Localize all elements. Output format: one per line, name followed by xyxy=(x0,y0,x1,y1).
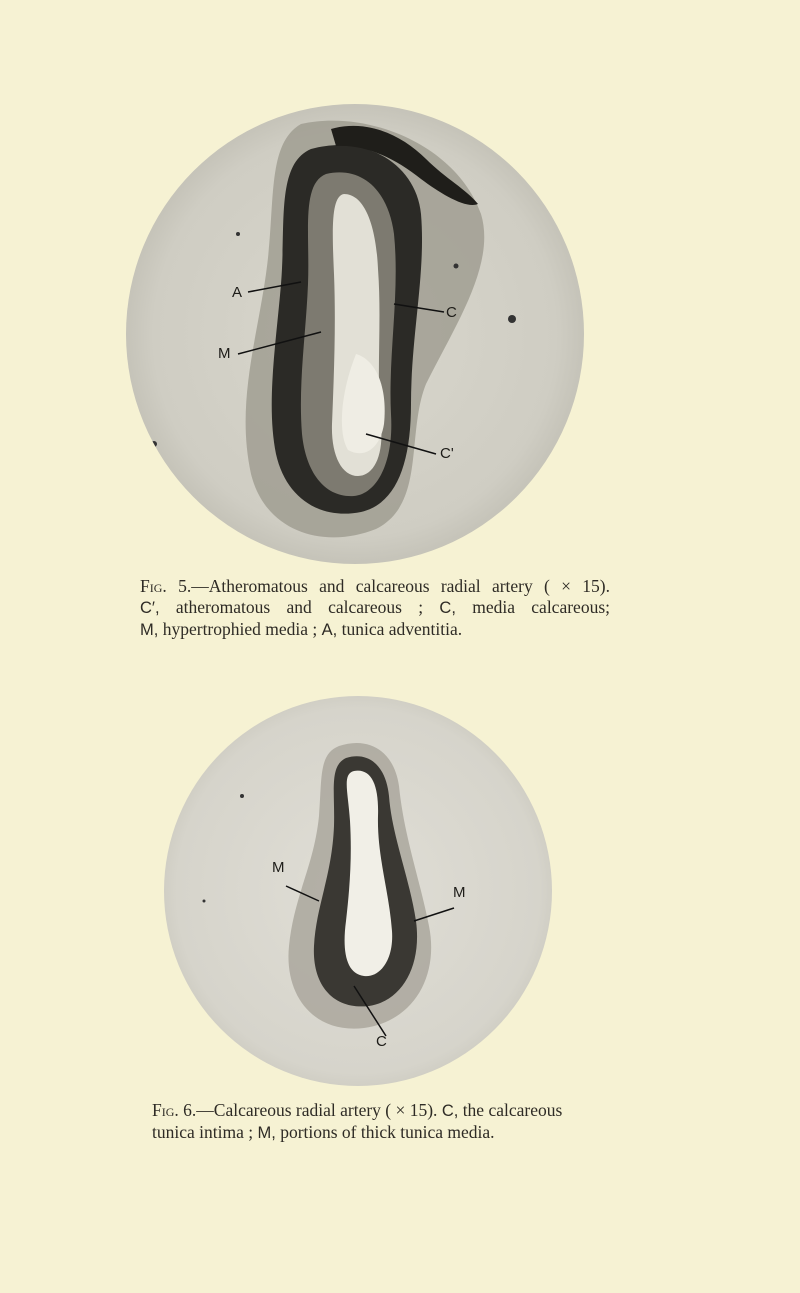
key-a: A, xyxy=(321,621,338,639)
text-c: media calcareous; xyxy=(472,597,610,617)
caption-line-1 xyxy=(152,1100,602,1122)
label-m-right: M xyxy=(453,884,466,901)
fig-word: Fig. xyxy=(152,1100,179,1120)
key-c: C, xyxy=(439,599,456,617)
label-m: M xyxy=(218,345,231,362)
key-m: M, xyxy=(257,1124,276,1142)
artery-section-image xyxy=(164,696,552,1086)
fig-number: 5. xyxy=(178,576,192,596)
figure-5-micrograph xyxy=(126,104,584,564)
label-m-left: M xyxy=(272,859,285,876)
figure-6-caption xyxy=(152,1100,602,1144)
label-a: A xyxy=(232,284,243,301)
label-c: C xyxy=(376,1033,387,1050)
text-a: tunica adventitia. xyxy=(341,619,463,639)
fig-number: 6. xyxy=(183,1100,197,1120)
text-c-prime: atheromatous and calcareous ; xyxy=(175,597,424,617)
artery-section-image xyxy=(126,104,584,564)
caption-line-2 xyxy=(140,597,610,619)
label-c: C xyxy=(446,304,457,321)
figure-5-caption xyxy=(140,576,610,641)
fig-word: Fig. xyxy=(140,576,167,596)
key-m: M, xyxy=(140,621,159,639)
text-m: hypertrophied media ; xyxy=(162,619,318,639)
caption-line-1 xyxy=(140,576,610,597)
caption-line-3 xyxy=(140,619,610,641)
text-intima: tunica intima ; xyxy=(152,1122,254,1142)
figure-6 xyxy=(0,680,800,1160)
text-c: the calcareous xyxy=(462,1100,563,1120)
caption-line-2 xyxy=(152,1122,602,1144)
key-c: C, xyxy=(441,1102,459,1120)
caption-title: —Atheromatous and calcareous radial artery ( × 15). xyxy=(191,576,611,596)
text-m: portions of thick tunica media. xyxy=(280,1122,495,1142)
label-c-prime: C' xyxy=(440,445,454,462)
figure-6-micrograph xyxy=(164,696,552,1086)
key-c-prime: C′, xyxy=(140,599,160,617)
caption-title: —Calcareous radial artery ( × 15). xyxy=(196,1100,438,1120)
